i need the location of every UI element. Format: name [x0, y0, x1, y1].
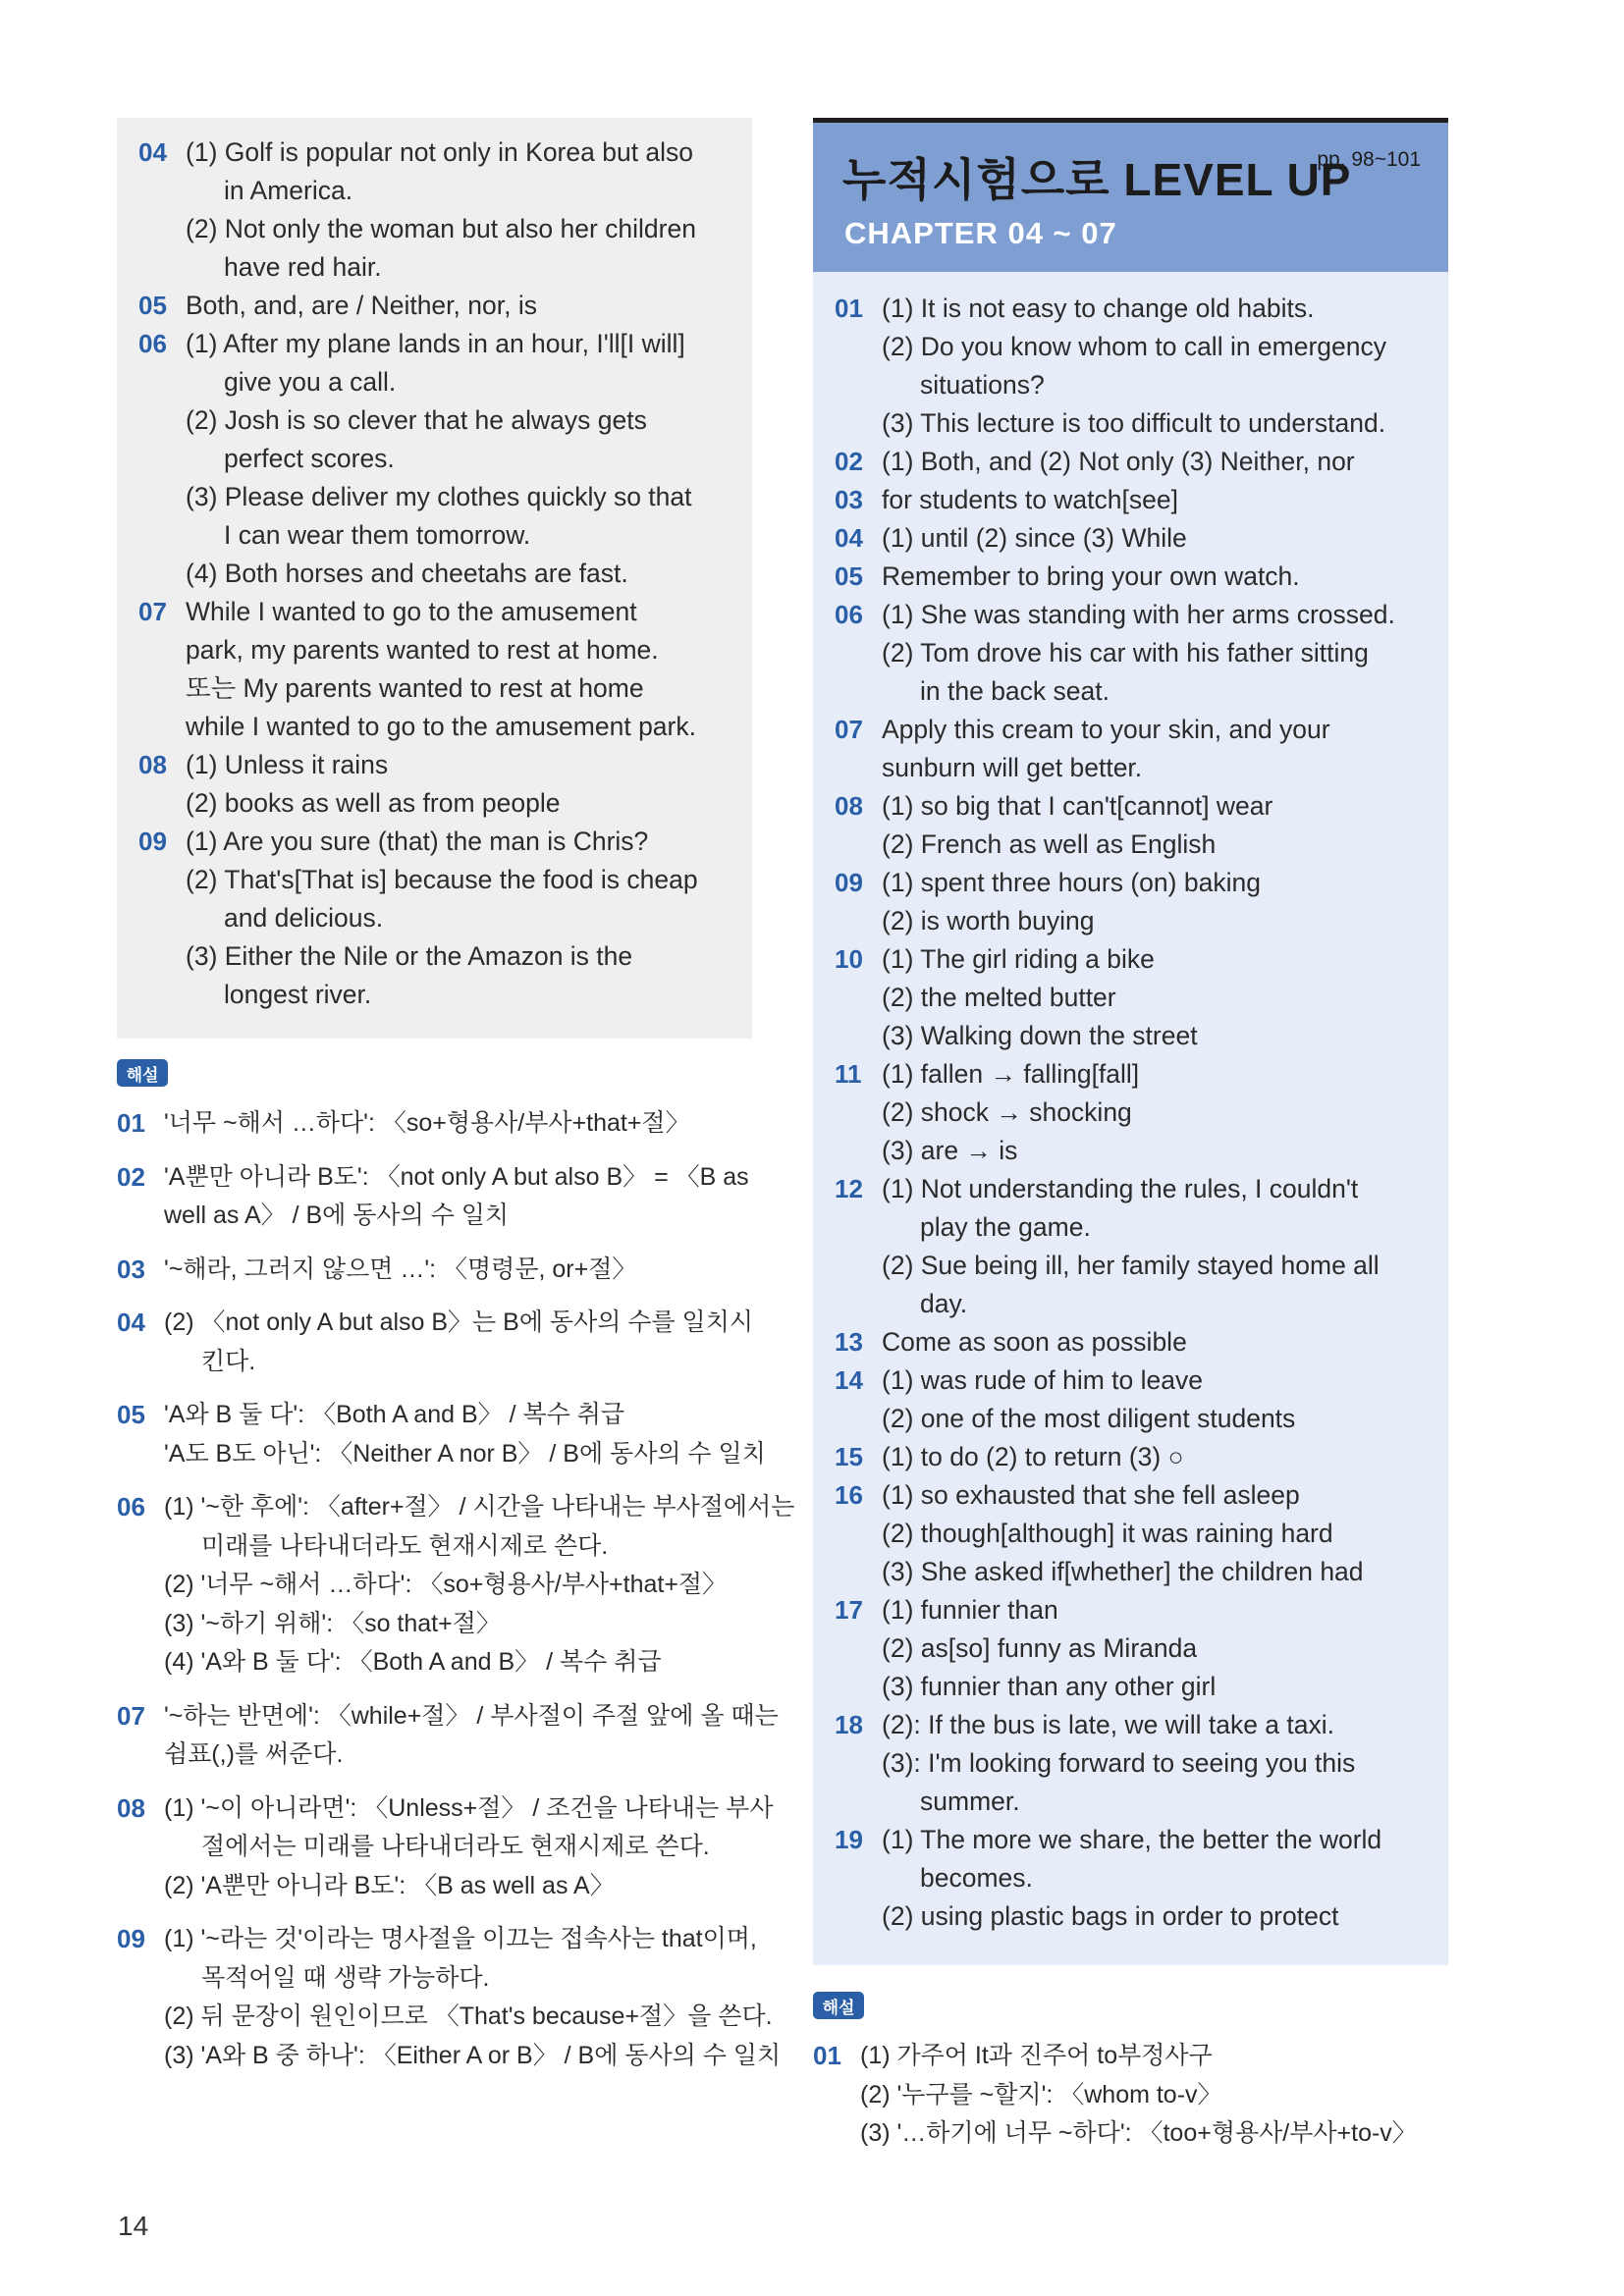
- page-number: 14: [118, 2211, 149, 2241]
- item-line: (1) She was standing with her arms crossed.: [882, 600, 1395, 629]
- left-answer-box: [117, 118, 752, 1039]
- item-number: 01: [117, 1108, 145, 1138]
- section-title: 누적시험으로 LEVEL UP: [842, 154, 1352, 205]
- item-number: 17: [835, 1595, 863, 1625]
- list-item: [117, 1789, 774, 1906]
- item-number: 05: [835, 561, 863, 591]
- item-number: 15: [835, 1442, 863, 1471]
- list-item: [117, 1158, 755, 1236]
- item-line: (2) one of the most diligent students: [882, 1404, 1296, 1433]
- item-line: Apply this cream to your skin, and your: [882, 715, 1330, 744]
- item-number: 14: [835, 1365, 863, 1395]
- item-number: 04: [835, 523, 863, 553]
- list-item: [117, 1104, 755, 1144]
- item-line: in America.: [224, 176, 353, 205]
- item-line: While I wanted to go to the amusement: [186, 597, 637, 626]
- item-line: (1) fallen → falling[fall]: [882, 1059, 1140, 1089]
- item-line: and delicious.: [224, 903, 384, 933]
- list-item: [835, 864, 1438, 940]
- list-item: [835, 481, 1438, 519]
- item-number: 02: [117, 1161, 145, 1192]
- item-line: (3): I'm looking forward to seeing you this: [882, 1748, 1356, 1778]
- item-line: (2) shock → shocking: [882, 1097, 1132, 1127]
- item-number: 04: [138, 137, 167, 167]
- item-line: have red hair.: [224, 252, 382, 282]
- item-line: (2) 뒤 문장이 원인이므로 〈That's because+절〉을 쓴다.: [164, 2002, 773, 2030]
- item-line: '너무 ~해서 …하다': 〈so+형용사/부사+that+절〉: [164, 1109, 690, 1137]
- right-answer-list: [835, 290, 1438, 1936]
- item-number: 06: [835, 600, 863, 629]
- item-line: day.: [920, 1289, 968, 1318]
- item-line: (1) Are you sure (that) the man is Chris?: [186, 827, 649, 856]
- item-line: 'A와 B 둘 다': 〈Both A and B〉 / 복수 취급: [164, 1401, 625, 1428]
- list-item: [835, 1476, 1438, 1591]
- list-item: [835, 1362, 1438, 1438]
- list-item: [835, 1055, 1438, 1170]
- item-line: (1) until (2) since (3) While: [882, 523, 1187, 553]
- item-line: 'A뿐만 아니라 B도': 〈not only A but also B〉 = 〈B as: [164, 1162, 749, 1191]
- item-line: (2) using plastic bags in order to protect: [882, 1901, 1339, 1931]
- item-line: (2) books as well as from people: [186, 788, 561, 818]
- item-line: (3) funnier than any other girl: [882, 1672, 1217, 1701]
- item-line: (2) '너무 ~해서 …하다': 〈so+형용사/부사+that+절〉: [164, 1571, 728, 1598]
- item-number: 09: [835, 868, 863, 897]
- list-item: [117, 1920, 782, 2075]
- list-item: [835, 1170, 1438, 1323]
- item-line: (4) Both horses and cheetahs are fast.: [186, 559, 628, 588]
- item-line: (3) 'A와 B 중 하나': 〈Either A or B〉 / B에 동사의 수 일치: [164, 2041, 782, 2069]
- item-line: (1) to do (2) to return (3) ○: [882, 1442, 1184, 1471]
- list-item: [138, 593, 734, 746]
- item-line: '~해라, 그러지 않으면 …': 〈명령문, or+절〉: [164, 1255, 637, 1283]
- chapter-range: CHAPTER 04 ~ 07: [844, 216, 1117, 250]
- item-line: (3) She asked if[whether] the children had: [882, 1557, 1364, 1586]
- item-line: Both, and, are / Neither, nor, is: [186, 291, 537, 320]
- list-item: [835, 1591, 1438, 1706]
- item-line: (2) is worth buying: [882, 906, 1095, 935]
- list-item: [138, 133, 734, 287]
- item-line: summer.: [920, 1787, 1020, 1816]
- item-number: 05: [138, 291, 167, 320]
- item-line: (1) so big that I can't[cannot] wear: [882, 791, 1273, 821]
- item-line: (3) '…하기에 너무 ~하다': 〈too+형용사/부사+to-v〉: [860, 2119, 1417, 2147]
- item-line: (2) French as well as English: [882, 829, 1217, 859]
- list-item: [835, 787, 1438, 864]
- item-line: (1) The more we share, the better the world: [882, 1825, 1382, 1854]
- item-line: for students to watch[see]: [882, 485, 1178, 514]
- item-line: (1) Both, and (2) Not only (3) Neither, nor: [882, 447, 1355, 476]
- list-item: [835, 290, 1438, 443]
- item-line: 킨다.: [201, 1347, 256, 1375]
- item-line: sunburn will get better.: [882, 753, 1143, 782]
- list-item: [138, 287, 734, 325]
- item-line: (1) '~한 후에': 〈after+절〉 / 시간을 나타내는 부사절에서는: [164, 1493, 795, 1521]
- item-number: 10: [835, 944, 863, 974]
- list-item: [117, 1697, 779, 1775]
- list-item: [117, 1304, 755, 1381]
- list-item: [835, 596, 1438, 711]
- item-line: (1) '~이 아니라면': 〈Unless+절〉 / 조건을 나타내는 부사: [164, 1793, 774, 1822]
- left-answer-list: [138, 133, 734, 1014]
- item-number: 08: [835, 791, 863, 821]
- item-line: (3) Either the Nile or the Amazon is the: [186, 941, 633, 971]
- list-item: [138, 325, 734, 593]
- list-item: [813, 2037, 1451, 2154]
- item-number: 11: [835, 1059, 862, 1089]
- item-number: 18: [835, 1710, 863, 1739]
- item-line: Remember to bring your own watch.: [882, 561, 1300, 591]
- list-item: [138, 746, 734, 823]
- item-number: 13: [835, 1327, 863, 1357]
- list-item: [835, 1323, 1438, 1362]
- item-number: 08: [117, 1792, 145, 1823]
- item-line: (2) 'A뿐만 아니라 B도': 〈B as well as A〉: [164, 1871, 615, 1899]
- list-item: [835, 558, 1438, 596]
- item-line: perfect scores.: [224, 444, 395, 473]
- item-number: 06: [117, 1492, 145, 1522]
- right-answer-box: [813, 272, 1448, 1965]
- list-item: [117, 1488, 795, 1682]
- item-line: (2) That's[That is] because the food is cheap: [186, 865, 698, 894]
- item-line: 쉼표(,)를 써준다.: [164, 1740, 344, 1768]
- item-line: (1) The girl riding a bike: [882, 944, 1155, 974]
- item-line: (1) It is not easy to change old habits.: [882, 294, 1315, 323]
- item-line: 또는 My parents wanted to rest at home: [186, 673, 644, 703]
- item-line: (2) Josh is so clever that he always gets: [186, 405, 647, 435]
- item-line: give you a call.: [224, 367, 397, 397]
- list-item: [835, 1438, 1438, 1476]
- item-number: 03: [117, 1254, 145, 1284]
- item-line: (1) spent three hours (on) baking: [882, 868, 1261, 897]
- item-line: (4) 'A와 B 둘 다': 〈Both A and B〉 / 복수 취급: [164, 1648, 662, 1676]
- item-line: (1) Unless it rains: [186, 750, 389, 779]
- item-number: 16: [835, 1480, 863, 1510]
- item-line: (1) Not understanding the rules, I couldn't: [882, 1174, 1359, 1203]
- list-item: [835, 1706, 1438, 1821]
- item-line: '~하는 반면에': 〈while+절〉 / 부사절이 주절 앞에 올 때는: [164, 1701, 779, 1730]
- item-number: 08: [138, 750, 167, 779]
- item-line: (3) are → is: [882, 1136, 1018, 1165]
- item-line: situations?: [920, 370, 1045, 400]
- list-item: [117, 1396, 766, 1473]
- page-reference: pp. 98~101: [1317, 148, 1421, 171]
- item-line: (1) 가주어 It과 진주어 to부정사구: [860, 2042, 1213, 2069]
- list-item: [835, 711, 1438, 787]
- item-line: (2) Do you know whom to call in emergency: [882, 332, 1387, 361]
- left-explanation-list: [117, 1104, 795, 2090]
- item-line: (2) though[although] it was raining hard: [882, 1519, 1333, 1548]
- item-line: (1) '~라는 것'이라는 명사절을 이끄는 접속사는 that이며,: [164, 1925, 757, 1952]
- item-line: (2) Sue being ill, her family stayed home all: [882, 1251, 1380, 1280]
- item-line: 'A도 B도 아닌': 〈Neither A nor B〉 / B에 동사의 수 일치: [164, 1439, 766, 1468]
- item-number: 07: [138, 597, 167, 626]
- item-line: 목적어일 때 생략 가능하다.: [201, 1963, 490, 1992]
- list-item: [835, 519, 1438, 558]
- item-line: longest river.: [224, 980, 372, 1009]
- list-item: [835, 940, 1438, 1055]
- list-item: [138, 823, 734, 1014]
- item-line: in the back seat.: [920, 676, 1110, 706]
- item-number: 07: [835, 715, 863, 744]
- item-line: becomes.: [920, 1863, 1033, 1893]
- item-line: (3) Please deliver my clothes quickly so that: [186, 482, 692, 511]
- item-line: (3) Walking down the street: [882, 1021, 1198, 1050]
- item-line: well as A〉 / B에 동사의 수 일치: [164, 1201, 510, 1229]
- item-line: (2) '누구를 ~할지': 〈whom to-v〉: [860, 2080, 1222, 2109]
- item-line: (3) '~하기 위해': 〈so that+절〉: [164, 1609, 501, 1637]
- item-number: 01: [813, 2041, 841, 2070]
- list-item: [835, 443, 1438, 481]
- item-number: 09: [138, 827, 167, 856]
- item-line: (2) 〈not only A but also B〉는 B에 동사의 수를 일치시: [164, 1308, 754, 1336]
- right-explanation-badge: 해설: [813, 1992, 864, 2019]
- item-number: 02: [835, 447, 863, 476]
- item-line: while I wanted to go to the amusement park.: [186, 712, 696, 741]
- section-header: [813, 118, 1448, 272]
- item-line: I can wear them tomorrow.: [224, 520, 531, 550]
- list-item: [117, 1251, 755, 1290]
- item-line: (2) as[so] funny as Miranda: [882, 1633, 1198, 1663]
- list-item: [835, 1821, 1438, 1936]
- item-line: (1) so exhausted that she fell asleep: [882, 1480, 1300, 1510]
- item-number: 19: [835, 1825, 863, 1854]
- right-explanation-list: [813, 2037, 1451, 2168]
- left-explanation-badge: 해설: [117, 1059, 168, 1087]
- item-line: (1) was rude of him to leave: [882, 1365, 1203, 1395]
- item-number: 12: [835, 1174, 863, 1203]
- item-number: 03: [835, 485, 863, 514]
- item-line: Come as soon as possible: [882, 1327, 1187, 1357]
- item-line: (2): If the bus is late, we will take a taxi.: [882, 1710, 1334, 1739]
- item-line: play the game.: [920, 1212, 1091, 1242]
- item-number: 06: [138, 329, 167, 358]
- item-number: 07: [117, 1700, 145, 1731]
- item-line: (1) Golf is popular not only in Korea but also: [186, 137, 694, 167]
- item-line: (1) funnier than: [882, 1595, 1058, 1625]
- item-line: (2) the melted butter: [882, 983, 1116, 1012]
- item-number: 05: [117, 1400, 145, 1429]
- item-number: 09: [117, 1924, 145, 1953]
- item-line: park, my parents wanted to rest at home.: [186, 635, 659, 665]
- item-number: 01: [835, 294, 863, 323]
- item-line: 미래를 나타내더라도 현재시제로 쓴다.: [201, 1531, 609, 1560]
- item-line: (3) This lecture is too difficult to understand.: [882, 408, 1386, 438]
- item-line: 절에서는 미래를 나타내더라도 현재시제로 쓴다.: [201, 1833, 710, 1860]
- item-line: (2) Not only the woman but also her children: [186, 214, 696, 243]
- item-line: (1) After my plane lands in an hour, I'll[I will]: [186, 329, 685, 358]
- item-line: (2) Tom drove his car with his father sitting: [882, 638, 1369, 667]
- item-number: 04: [117, 1308, 145, 1337]
